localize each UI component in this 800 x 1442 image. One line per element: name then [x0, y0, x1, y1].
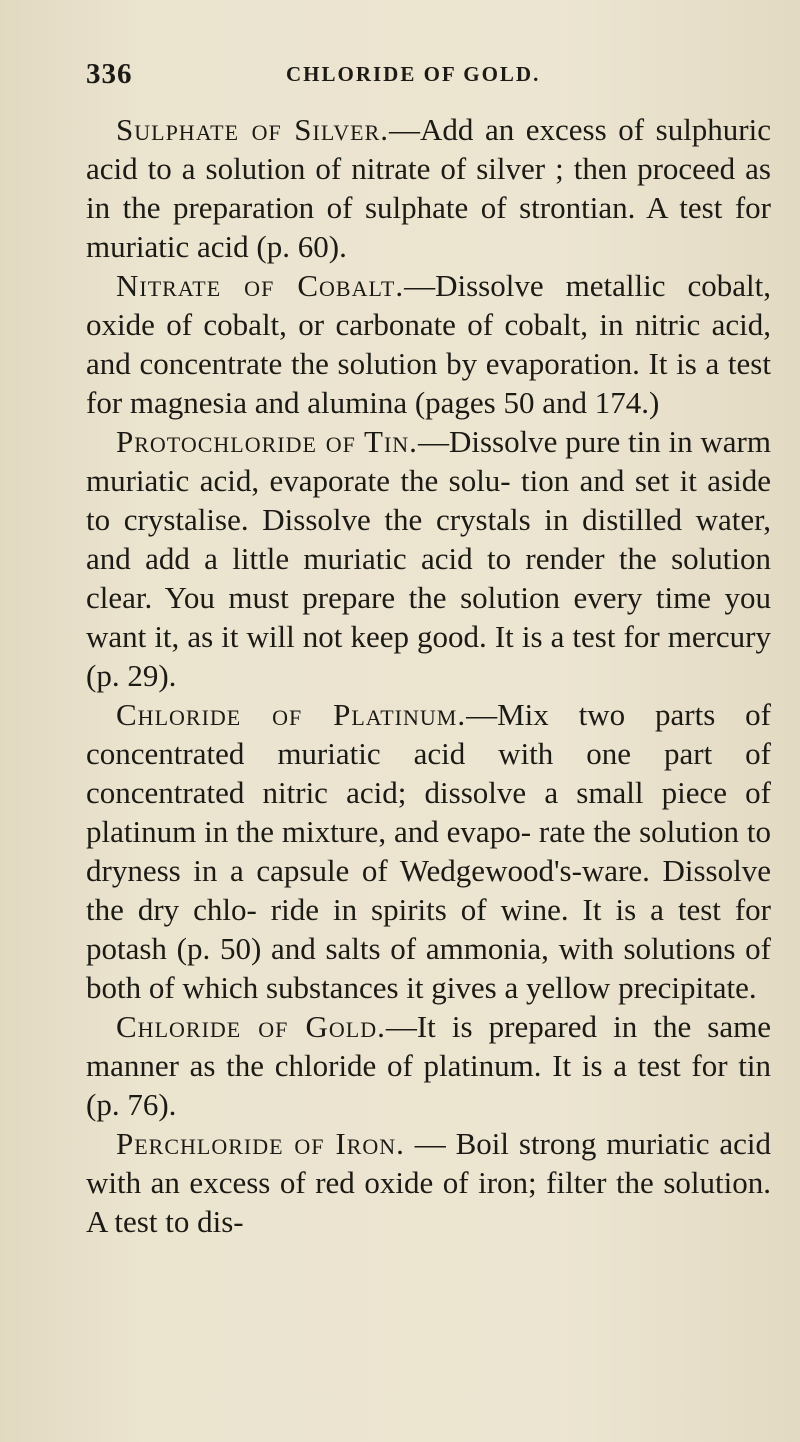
- entry-nitrate-of-cobalt: [86, 266, 771, 422]
- entry-body: —Mix two parts of concentrated muriatic acid with one part of concentrated nitric acid; dissolve a small piece of platinum in the mixture, and evapo- rate the solution to dryness in a capsule of Wedgewood's-ware. Dissolve the dry chlo- ride in spirits of wine. It is a test for potash (p. 50) and salts of ammonia, with solutions of both of which substances it gives a yellow precipitate.: [86, 697, 771, 1005]
- paragraph: [86, 422, 771, 695]
- entry-perchloride-of-iron: [86, 1124, 771, 1241]
- entry-chloride-of-gold: [86, 1007, 771, 1124]
- entry-heading: Nitrate of Cobalt.: [116, 268, 405, 303]
- entry-body: — Boil strong muriatic acid with an excess of red oxide of iron; filter the solution. A test to dis-: [86, 1126, 772, 1239]
- entry-body: —Dissolve pure tin in warm muriatic acid, evaporate the solu- tion and set it aside to crystalise. Dissolve the crystals in distilled water, and add a little muriatic acid to render the solution clear. You must prepare the solution every time you want it, as it will not keep good. It is a test for mercury (p. 29).: [86, 424, 771, 693]
- paragraph: [86, 695, 771, 1007]
- running-title: CHLORIDE OF GOLD.: [286, 62, 541, 86]
- entry-protochloride-of-tin: [86, 422, 771, 695]
- running-head: [86, 56, 760, 102]
- entry-heading: Protochloride of Tin.: [116, 424, 418, 459]
- entry-heading: Chloride of Platinum.: [116, 697, 467, 732]
- entry-heading: Perchloride of Iron.: [116, 1126, 405, 1161]
- paragraph: [86, 1007, 771, 1124]
- entry-body: —Dissolve metallic cobalt, oxide of cobalt, or carbonate of cobalt, in nitric acid, and concentrate the solution by evaporation. It is a test for magnesia and alumina (pages 50 and 174.): [86, 268, 771, 420]
- entry-sulphate-of-silver: [86, 110, 771, 266]
- page-number: 336: [86, 58, 133, 90]
- entry-body: —It is prepared in the same manner as the chloride of platinum. It is a test for tin (p. 76).: [86, 1009, 771, 1122]
- paragraph: [86, 266, 771, 422]
- paragraph: [86, 110, 771, 266]
- entry-heading: Sulphate of Silver.: [116, 112, 389, 147]
- page-text: [86, 110, 771, 1241]
- entry-heading: Chloride of Gold.: [116, 1009, 386, 1044]
- entry-chloride-of-platinum: [86, 695, 771, 1007]
- paragraph: [86, 1124, 771, 1241]
- entry-body: —Add an excess of sulphuric acid to a solution of nitrate of silver ; then proceed as in the preparation of sulphate of strontian. A test for muriatic acid (p. 60).: [86, 112, 771, 264]
